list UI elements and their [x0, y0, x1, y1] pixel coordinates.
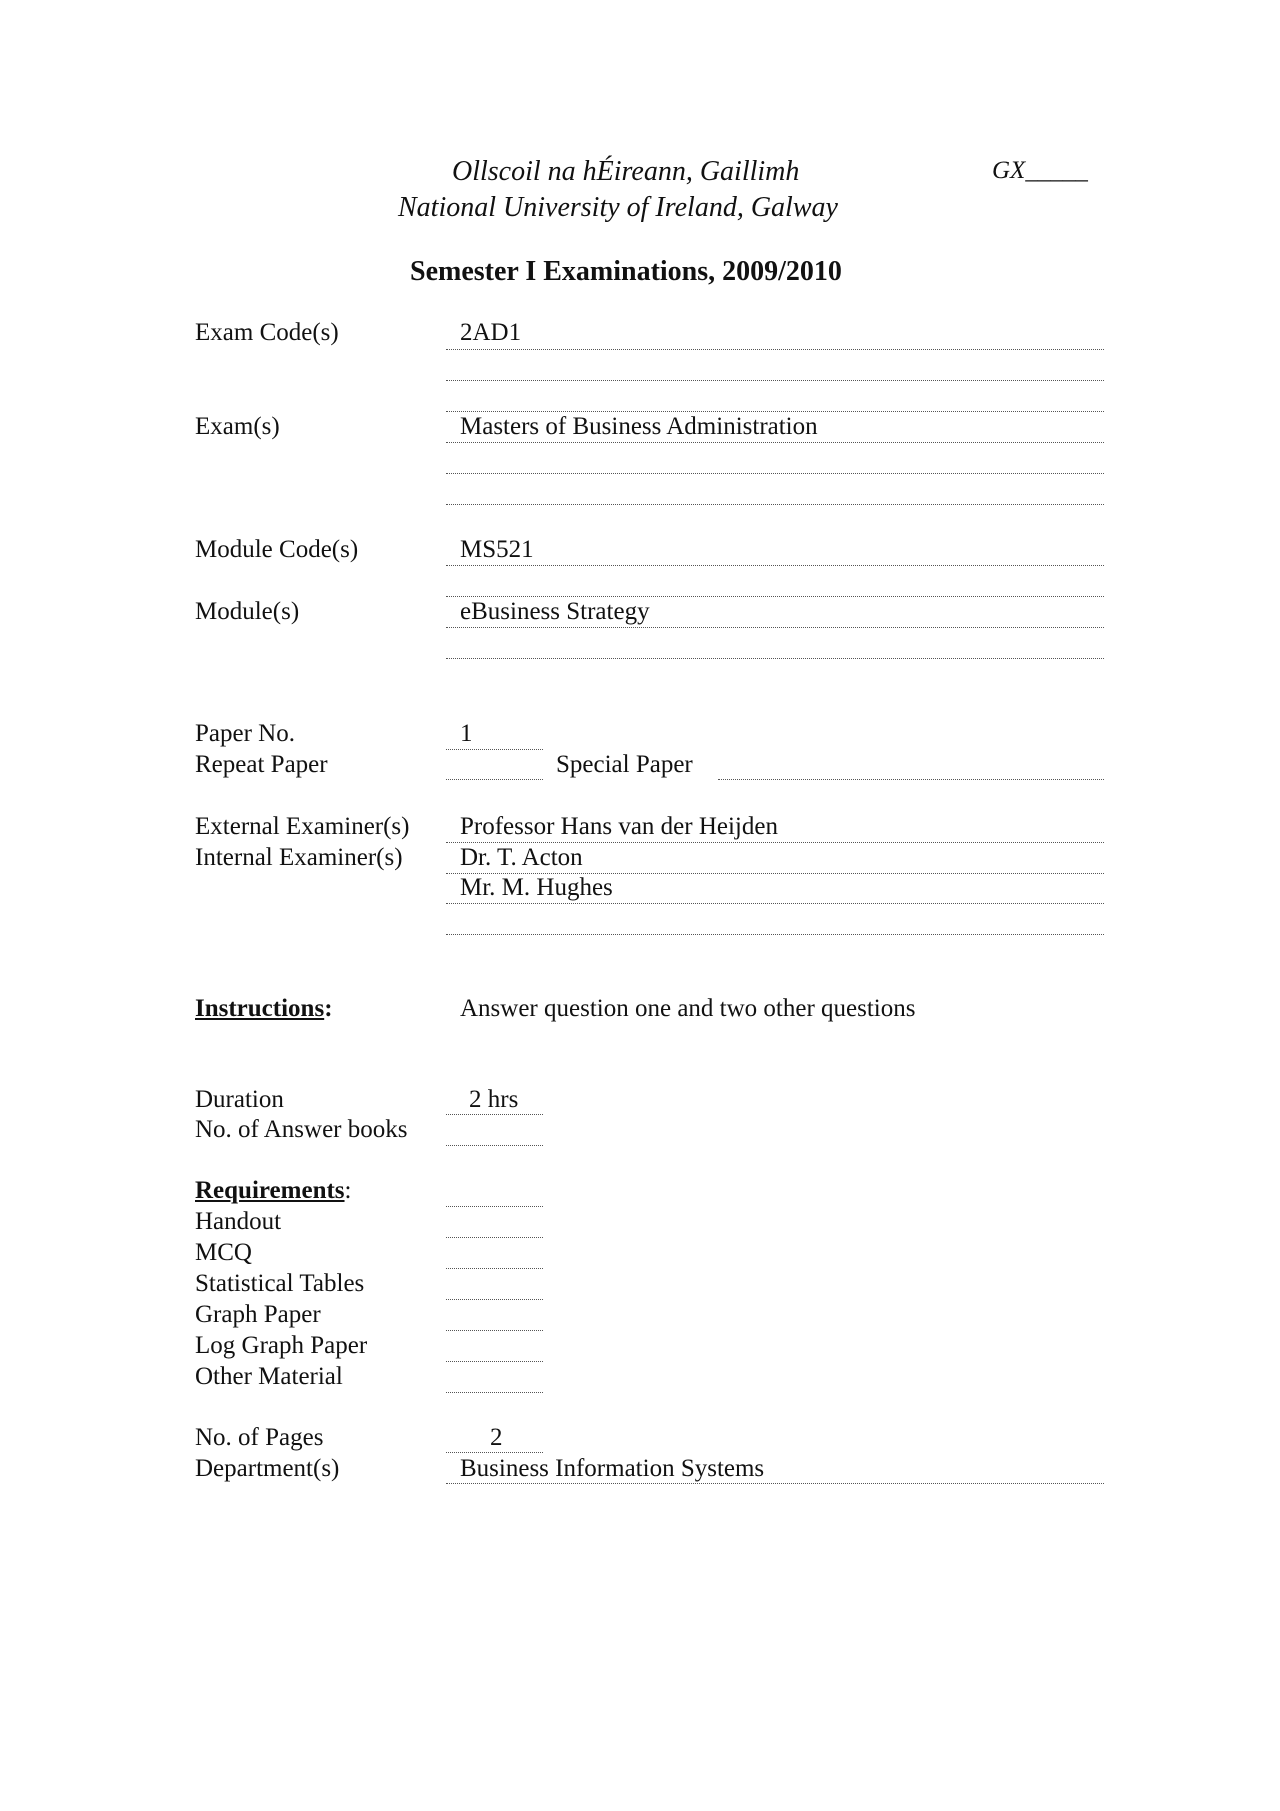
- entry-line: [446, 1206, 543, 1207]
- entry-line: [718, 779, 1104, 780]
- entry-line: [446, 442, 1104, 443]
- instructions-label: [195, 994, 333, 1024]
- internal-examiner-value: Dr. T. Acton: [460, 844, 583, 871]
- entry-line: [446, 658, 1104, 659]
- entry-line: [446, 1452, 543, 1453]
- entry-line: [446, 1114, 543, 1115]
- paper-no-value: 1: [460, 720, 473, 747]
- modules-value: eBusiness Strategy: [460, 598, 650, 625]
- requirements-label-text: Requirements: [195, 1177, 345, 1204]
- entry-line: [446, 1268, 543, 1269]
- departments-value: Business Information Systems: [460, 1455, 765, 1482]
- exam-codes-value: 2AD1: [460, 319, 522, 346]
- answer-books-label: No. of Answer books: [195, 1116, 408, 1143]
- entry-line: [446, 1361, 543, 1362]
- entry-line: [446, 380, 1104, 381]
- instructions-value: Answer question one and two other questions: [460, 995, 916, 1022]
- university-name-english: National University of Ireland, Galway: [398, 192, 838, 223]
- duration-value: 2 hrs: [469, 1086, 519, 1113]
- requirement-item: Other Material: [195, 1363, 343, 1390]
- requirement-item: Handout: [195, 1208, 282, 1235]
- requirements-label-colon: :: [344, 1177, 352, 1204]
- entry-line: [446, 627, 1104, 628]
- module-codes-value: MS521: [460, 536, 534, 563]
- entry-line: [446, 1299, 543, 1300]
- requirement-item: Statistical Tables: [195, 1270, 365, 1297]
- entry-line: [446, 1145, 543, 1146]
- external-examiners-label: External Examiner(s): [195, 813, 410, 840]
- entry-line: [446, 349, 1104, 350]
- entry-line: [446, 1483, 1104, 1484]
- duration-label: Duration: [195, 1086, 284, 1113]
- university-name-irish: Ollscoil na hÉireann, Gaillimh: [452, 156, 800, 187]
- internal-examiner-value: Mr. M. Hughes: [460, 874, 613, 901]
- instructions-label-text: Instructions: [195, 995, 325, 1022]
- modules-label: Module(s): [195, 598, 300, 625]
- entry-line: [446, 903, 1104, 904]
- external-examiners-value: Professor Hans van der Heijden: [460, 813, 778, 840]
- entry-line: [446, 1392, 543, 1393]
- special-paper-label: Special Paper: [556, 751, 693, 778]
- entry-line: [446, 504, 1104, 505]
- requirements-label: [195, 1176, 351, 1206]
- entry-line: [446, 934, 1104, 935]
- entry-line: [446, 565, 1104, 566]
- exams-label: Exam(s): [195, 413, 280, 440]
- pages-label: No. of Pages: [195, 1424, 324, 1451]
- entry-line: [446, 1237, 543, 1238]
- entry-line: [446, 749, 543, 750]
- exams-value: Masters of Business Administration: [460, 413, 818, 440]
- entry-line: [446, 779, 543, 780]
- requirement-item: MCQ: [195, 1239, 252, 1266]
- internal-examiners-label: Internal Examiner(s): [195, 844, 403, 871]
- departments-label: Department(s): [195, 1455, 340, 1482]
- requirement-item: Graph Paper: [195, 1301, 321, 1328]
- gx-reference: GX_____: [992, 157, 1088, 184]
- requirement-item: Log Graph Paper: [195, 1332, 368, 1359]
- entry-line: [446, 1330, 543, 1331]
- instructions-label-colon: :: [324, 995, 333, 1022]
- module-codes-label: Module Code(s): [195, 536, 359, 563]
- repeat-paper-label: Repeat Paper: [195, 751, 328, 778]
- pages-value: 2: [490, 1424, 503, 1451]
- paper-no-label: Paper No.: [195, 720, 295, 747]
- exam-codes-label: Exam Code(s): [195, 319, 339, 346]
- entry-line: [446, 473, 1104, 474]
- exam-session-title: Semester I Examinations, 2009/2010: [410, 256, 842, 287]
